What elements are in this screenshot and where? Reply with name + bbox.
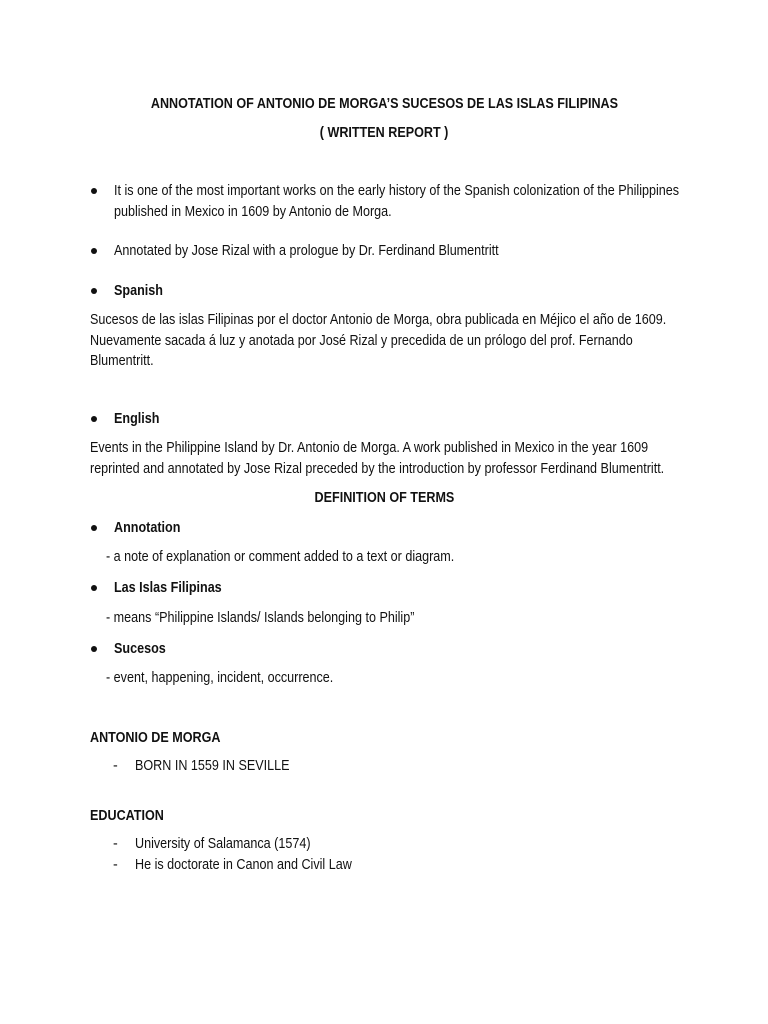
intro-bullet-1-line-1: It is one of the most important works on the early history of the Spanish colonization of the Philippines	[114, 183, 680, 199]
definition-term-las-islas-filipinas: Las Islas Filipinas	[114, 580, 222, 596]
definition-term-annotation: Annotation	[114, 520, 181, 536]
bullet-icon	[91, 646, 97, 652]
bullet-icon	[91, 585, 97, 591]
english-text-line-1: Events in the Philippine Island by Dr. Antonio de Morga. A work published in Mexico in the year 1609	[90, 440, 649, 456]
dash-marker: -	[113, 836, 118, 852]
spanish-text-line-3: Blumentritt.	[90, 353, 154, 369]
bullet-icon	[91, 248, 97, 254]
document-title: ANNOTATION OF ANTONIO DE MORGA’S SUCESOS DE LAS ISLAS FILIPINAS	[150, 96, 618, 112]
spanish-heading: Spanish	[114, 283, 163, 299]
bullet-icon	[91, 188, 97, 194]
document-subtitle: ( WRITTEN REPORT )	[319, 125, 449, 141]
definition-meaning-annotation: - a note of explanation or comment added to a text or diagram.	[106, 549, 455, 565]
definition-meaning-sucesos: - event, happening, incident, occurrence.	[106, 670, 334, 686]
definition-meaning-las-islas-filipinas: - means “Philippine Islands/ Islands belonging to Philip”	[106, 610, 415, 626]
education-heading: EDUCATION	[90, 808, 164, 824]
intro-bullet-1-line-2: published in Mexico in 1609 by Antonio de Morga.	[114, 204, 392, 220]
education-item-university: University of Salamanca (1574)	[135, 836, 311, 852]
education-item-doctorate: He is doctorate in Canon and Civil Law	[135, 857, 352, 873]
dash-marker: -	[113, 758, 118, 774]
morga-heading: ANTONIO DE MORGA	[90, 730, 221, 746]
morga-item-born: BORN IN 1559 IN SEVILLE	[135, 758, 290, 774]
bullet-icon	[91, 288, 97, 294]
english-heading: English	[114, 411, 160, 427]
definitions-heading: DEFINITION OF TERMS	[314, 490, 454, 506]
bullet-icon	[91, 525, 97, 531]
spanish-text-line-2: Nuevamente sacada á luz y anotada por José Rizal y precedida de un prólogo del prof. Fernando	[90, 333, 633, 349]
bullet-icon	[91, 416, 97, 422]
definition-term-sucesos: Sucesos	[114, 641, 166, 657]
dash-marker: -	[113, 857, 118, 873]
english-text-line-2: reprinted and annotated by Jose Rizal preceded by the introduction by professor Ferdinand Blumentritt.	[90, 461, 665, 477]
intro-bullet-2: Annotated by Jose Rizal with a prologue by Dr. Ferdinand Blumentritt	[114, 243, 499, 259]
spanish-text-line-1: Sucesos de las islas Filipinas por el doctor Antonio de Morga, obra publicada en Méjico el año de 1609.	[90, 312, 667, 328]
